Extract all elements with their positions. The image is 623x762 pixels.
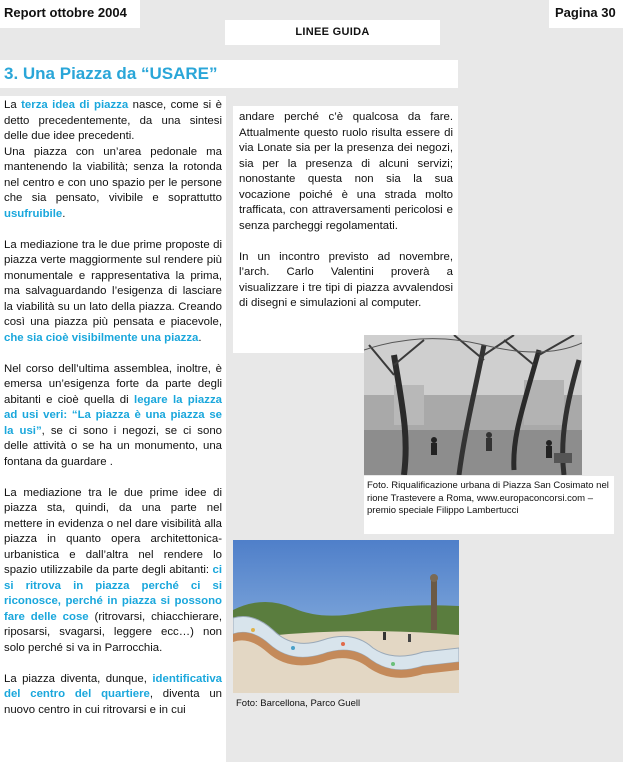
section-heading: LINEE GUIDA xyxy=(225,20,440,45)
right-paragraph-1: andare perché c’è qualcosa da fare. Attualmente questo ruolo risulta essere di via Lonate sia per la presenza dei negozi, sia per la presenza di alcuni servizi; nonostante questa non sia la sua vocazione poiché è una strada molto trafficata, con attraversamenti pericolosi e senza parcheggi regolamentati. xyxy=(239,111,453,232)
paragraph-3: Nel corso dell’ultima assemblea, inoltre, è emersa un’esigenza forte da parte degli abitanti e cioè quella di legare la piazza ad usi veri: “La piazza è una piazza se la usi”, se ci sono i negozi, se ci sono delle attività o se ha un monumento, una fontana da guardare . xyxy=(4,362,222,468)
left-column xyxy=(0,96,226,762)
photo-caption-2: Foto: Barcellona, Parco Guell xyxy=(233,693,459,715)
highlight-usufruibile: usufruibile xyxy=(4,207,63,220)
right-paragraph-2: In un incontro previsto ad novembre, l’arch. Carlo Valentini proverà a visualizzare i tre tipi di piazza avvalendosi di disegni e simulazioni al computer. xyxy=(239,250,453,309)
highlight-terza-idea: terza idea di piazza xyxy=(21,99,129,111)
highlight-usi-veri: legare la piazza ad usi veri: “La piazza è una piazza se la usi” xyxy=(4,393,222,437)
highlight-identificativa: identificativa del centro del quartiere xyxy=(4,672,222,700)
paragraph-4: La mediazione tra le due prime idee di piazza sta, quindi, da una parte nel mettere in evidenza o nel dare visibilità alla piazza in quanto opera architettonica-urbanistica e dall’altra nel rendere lo spazio utilizzabile da parte degli abitanti: ci si ritrova in piazza perché ci si riconosce, perché in piazza si possono fare delle cose (ritrovarsi, chiacchierare, riposarsi, svagarsi, leggere ecc…) non solo perché si va in Parrocchia. xyxy=(4,486,222,654)
photo-parco-guell xyxy=(233,540,459,693)
report-label: Report ottobre 2004 xyxy=(0,0,140,28)
highlight-visibilmente: che sia cioè visibilmente una piazza xyxy=(4,331,199,344)
page-title: 3. Una Piazza da “USARE” xyxy=(0,60,458,88)
paragraph-1: La terza idea di piazza nasce, come si è detto precedentemente, da una sintesi delle due idee precedenti. Una piazza con un’area pedonale ma mantenendo la viabilità; senza la rotonda nel centro e con uno spazio per le persone che sia pensato, vivibile e soprattutto usufruibile. xyxy=(4,99,223,220)
paragraph-2: La mediazione tra le due prime proposte di piazza verte maggiormente sul rendere più monumentale e rappresentativa la prima, ma salvaguardando l’esigenza di lasciare la viabilità su un lato della piazza. Creando così una piazza più pensata e piacevole, che sia cioè visibilmente una piazza. xyxy=(4,238,222,344)
right-column xyxy=(233,106,458,353)
paragraph-5: La piazza diventa, dunque, identificativa del centro del quartiere, diventa un nuovo centro in cui ritrovarsi e in cui xyxy=(4,672,222,716)
page-number: Pagina 30 xyxy=(549,0,623,28)
photo-caption-1: Foto. Riqualificazione urbana di Piazza San Cosimato nel rione Trastevere a Roma, www.europaconcorsi.com – premio speciale Filippo Lambertucci xyxy=(364,476,614,534)
highlight-ci-si-ritrova: ci si ritrova in piazza perché ci si riconosce, perché in piazza si possono fare delle cose xyxy=(4,564,222,623)
photo-piazza-san-cosimato xyxy=(364,335,582,475)
